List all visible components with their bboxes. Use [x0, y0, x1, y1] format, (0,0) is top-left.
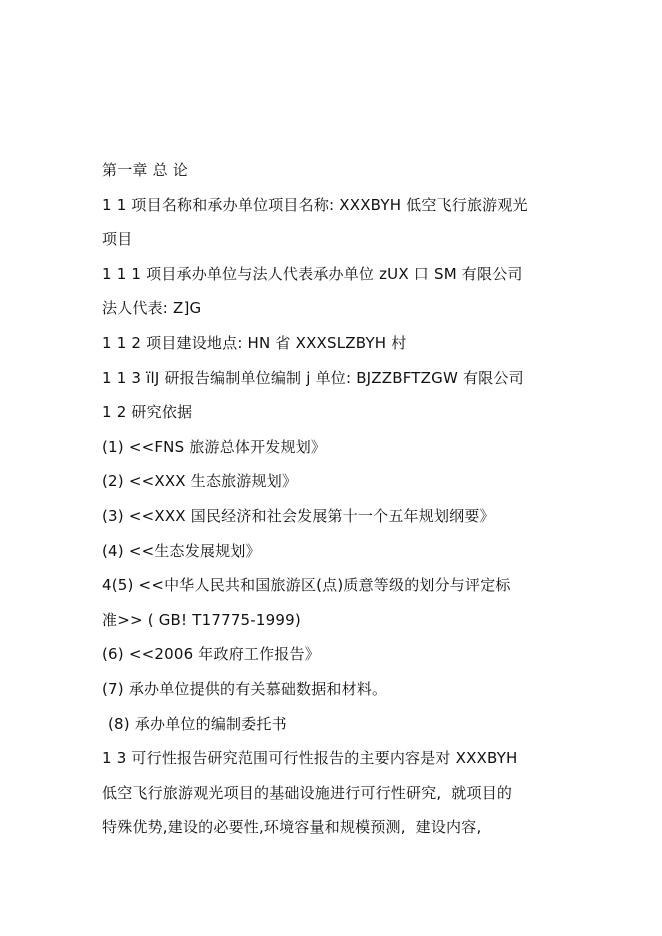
list-item: (1) <<FNS 旅游总体开发规划》 [102, 437, 327, 456]
text-line: 1 3 可行性报告研究范围可行性报告的主要内容是对 XXXBYH [102, 749, 518, 768]
text-line: 1 1 2 项目建设地点: HN 省 XXXSLZBYH 村 [102, 333, 407, 352]
list-item: (2) <<XXX 生态旅游规划》 [102, 472, 298, 491]
text-line: 特殊优势,建设的必要性,环境容量和规模预测, 建设内容, [102, 818, 482, 837]
text-line: 法人代表: Z]G [102, 299, 202, 318]
text-line: 1 1 项目名称和承办单位项目名称: XXXBYH 低空飞行旅游观光 [102, 195, 528, 214]
section-heading: 1 2 研究依据 [102, 403, 193, 422]
list-item: (8) 承办单位的编制委托书 [108, 714, 287, 733]
text-line: 低空飞行旅游观光项目的基础设施进行可行性研究, 就项目的 [102, 783, 513, 802]
text-line: 1 1 1 项目承办单位与法人代表承办单位 zUX 口 SM 有限公司 [102, 264, 523, 283]
chapter-heading: 第一章 总 论 [102, 161, 188, 179]
text-line: 项目 [102, 230, 133, 249]
list-item: (4) <<生态发展规划》 [102, 541, 261, 560]
document-body [102, 153, 572, 845]
list-item-continuation: 准>> ( GB! T17775-1999) [102, 610, 301, 629]
list-item: 4(5) <<中华人民共和国旅游区(点)质意等级的划分与评定标 [102, 576, 511, 595]
list-item: (7) 承办单位提供的有关慕础数据和材料。 [102, 679, 388, 698]
list-item: (3) <<XXX 国民经济和社会发展第十一个五年规划纲要》 [102, 506, 495, 525]
text-line: 1 1 3 ïlJ 研报告编制单位编制 j 单位: BJZZBFTZGW 有限公司 [102, 368, 524, 387]
list-item: (6) <<2006 年政府工作报告》 [102, 645, 320, 664]
